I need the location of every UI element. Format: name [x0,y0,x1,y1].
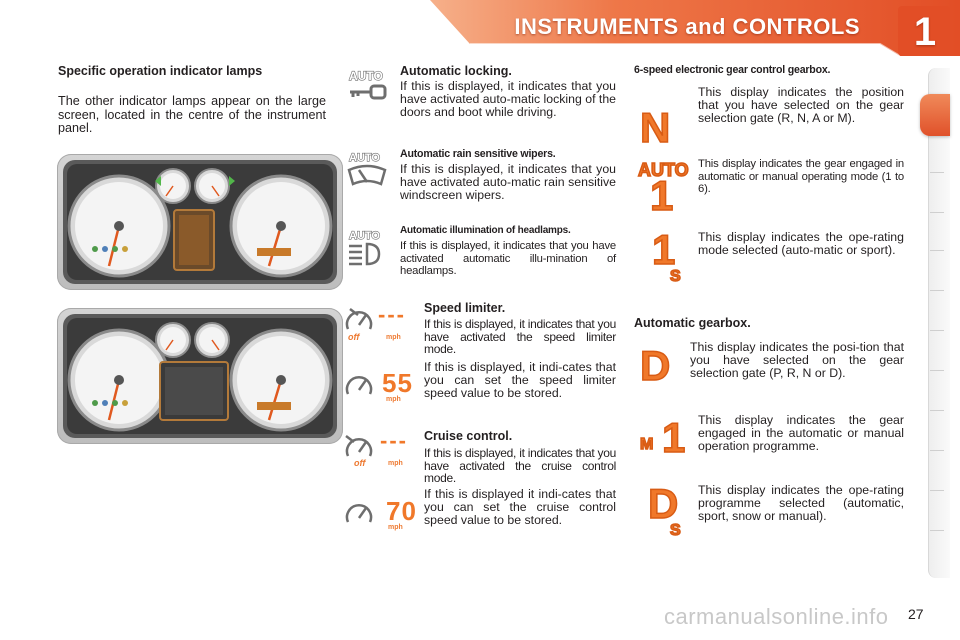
auto-locking-heading: Automatic locking. [400,64,512,78]
speed-limiter-value: 55 [382,368,413,398]
indicator-lamps-description: The other indicator lamps appear on the large screen, located in the centre of the instrument panel. [58,94,326,135]
watermark: carmanualsonline.info [664,604,889,629]
tab-divider [930,330,944,331]
speed-limiter-description-2: If this is displayed, it indi-cates that you can set the speed limiter speed value to be stored. [424,360,616,400]
speed-limiter-set-icon [344,370,374,400]
auto-wipers-description: If this is displayed, it indicates that you have activated auto-matic rain sensitive windscreen wipers. [400,162,616,202]
cruise-control-off-label: off [354,458,366,468]
tab-divider [930,490,944,491]
speed-limiter-unit: mph [386,334,401,341]
gear-display-auto-label: AUTO [638,160,689,180]
speed-limiter-heading: Speed limiter. [424,301,506,315]
instrument-panel-graphic [57,154,343,290]
page-number: 27 [908,606,924,622]
speed-limiter-dashes: --- [378,302,406,327]
cruise-control-set-icon [344,496,374,526]
speed-limiter-description-1: If this is displayed, it indicates that you have activated the speed limiter mode. [424,317,616,356]
tab-divider [930,212,944,213]
gear-display-sport-1: 1 [652,226,676,273]
instrument-panel-image-2 [57,308,343,444]
tab-divider [930,290,944,291]
page-title: INSTRUMENTS and CONTROLS [514,14,860,39]
speed-limiter-set-unit: mph [386,396,401,403]
cruise-control-description-2: If this is displayed it indi-cates that you can set the cruise control speed value to be stored. [424,487,616,527]
automatic-gearbox-item-3-text: This display indicates the ope-rating programme selected (automatic, sport, snow or manual). [698,483,904,523]
cruise-control-unit: mph [388,460,403,467]
instrument-panel-graphic [57,308,343,444]
auto-headlamps-heading: Automatic illumination of headlamps. [400,225,571,236]
gear-display-m1: 1 [662,414,686,461]
speed-limiter-gauge-icon [344,305,374,335]
cruise-control-description-1: If this is displayed, it indicates that you have activated the cruise control mode. [424,446,616,485]
tab-divider [930,450,944,451]
gear-display-sport-s: S [670,268,681,285]
tab-divider [930,530,944,531]
automatic-gearbox-heading: Automatic gearbox. [634,316,751,330]
automatic-gearbox-item-1-text: This display indicates the posi-tion that you have selected on the gear selection gate (P, R, N or D). [690,340,904,380]
auto-locking-key-icon [345,68,389,104]
six-speed-item-3-text: This display indicates the ope-rating mode selected (auto-matic or sport). [698,230,904,257]
gear-display-auto-1: 1 [650,172,674,219]
gear-display-m-label: M [640,436,654,453]
automatic-gearbox-item-2-text: This display indicates the gear engaged in the automatic or manual operation programme. [698,413,904,453]
tab-divider [930,410,944,411]
cruise-control-value: 70 [386,496,417,526]
chapter-tab-active[interactable] [920,94,950,136]
cruise-control-gauge-icon [344,430,374,460]
auto-locking-description: If this is displayed, it indicates that you have activated auto-matic locking of the doors and boot while driving. [400,79,617,119]
gear-display-n: N [640,104,671,151]
speed-limiter-off-label: off [348,332,360,342]
cruise-control-set-unit: mph [388,524,403,531]
auto-label: AUTO [349,69,383,83]
auto-headlamps-description: If this is displayed, it indicates that you have activated automatic illu-mination of headlamps. [400,240,616,277]
cruise-control-heading: Cruise control. [424,429,513,443]
tab-divider [930,250,944,251]
header-band [0,0,960,56]
auto-label: AUTO [349,152,380,164]
auto-headlamp-icon [345,228,389,268]
tab-divider [930,370,944,371]
instrument-panel-image-1 [57,154,343,290]
gear-display-ds-d: D [648,480,679,527]
tab-divider [930,172,944,173]
six-speed-item-1-text: This display indicates the position that you have selected on the gear selection gate (R, N, A or M). [698,85,904,125]
gear-display-ds-s: S [670,522,681,539]
gear-display-d: D [640,342,671,389]
auto-label: AUTO [349,230,380,242]
chapter-number: 1 [913,10,937,54]
auto-wipers-heading: Automatic rain sensitive wipers. [400,148,556,160]
chapter-tab-rail [928,68,950,578]
six-speed-item-2-text: This display indicates the gear engaged in automatic or manual operating mode (1 to 6). [698,158,904,195]
cruise-control-dashes: --- [380,428,408,453]
section-heading-indicator-lamps: Specific operation indicator lamps [58,64,263,78]
auto-wiper-icon [345,150,389,190]
six-speed-gearbox-heading: 6-speed electronic gear control gearbox. [634,64,831,76]
